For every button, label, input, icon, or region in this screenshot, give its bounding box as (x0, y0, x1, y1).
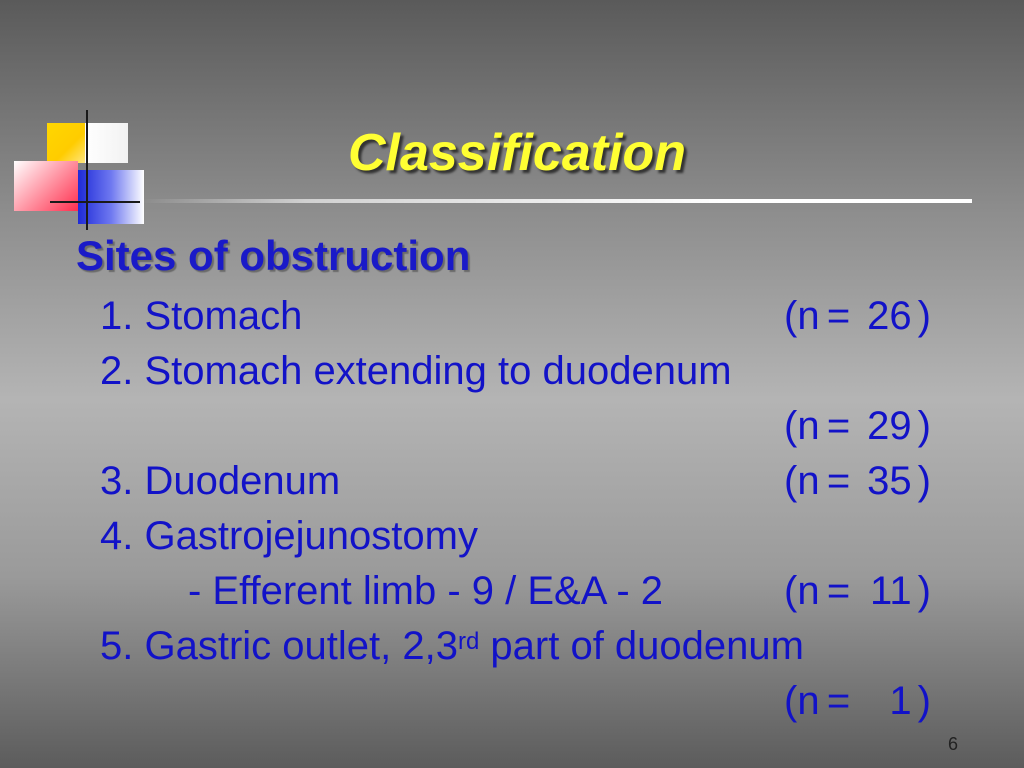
list-item-1-count: (n = 26 ) (784, 294, 931, 338)
list-item-4-text: 4. Gastrojejunostomy (100, 514, 478, 558)
list-item-1-text: 1. Stomach (100, 294, 303, 338)
list-item-2-text: 2. Stomach extending to duodenum (100, 349, 732, 393)
list-item-5-count: (n = 1 ) (784, 679, 931, 723)
slide-subheading: Sites of obstruction (76, 232, 471, 279)
page-number: 6 (948, 734, 959, 754)
list-item-3-text: 3. Duodenum (100, 459, 341, 503)
list-item-4-subtext: - Efferent limb - 9 / E&A - 2 (188, 569, 663, 613)
list-item-3-count: (n = 35 ) (784, 459, 931, 503)
list-item-4-count: (n = 11 ) (784, 569, 931, 613)
title-underline-rule (140, 199, 972, 203)
decor-horizontal-line (50, 201, 140, 203)
slide-title: Classification (347, 124, 687, 182)
list-item-5-text: 5. Gastric outlet, 2,3rd part of duodenum (100, 624, 804, 668)
list-item-2-count: (n = 29 ) (784, 404, 931, 448)
